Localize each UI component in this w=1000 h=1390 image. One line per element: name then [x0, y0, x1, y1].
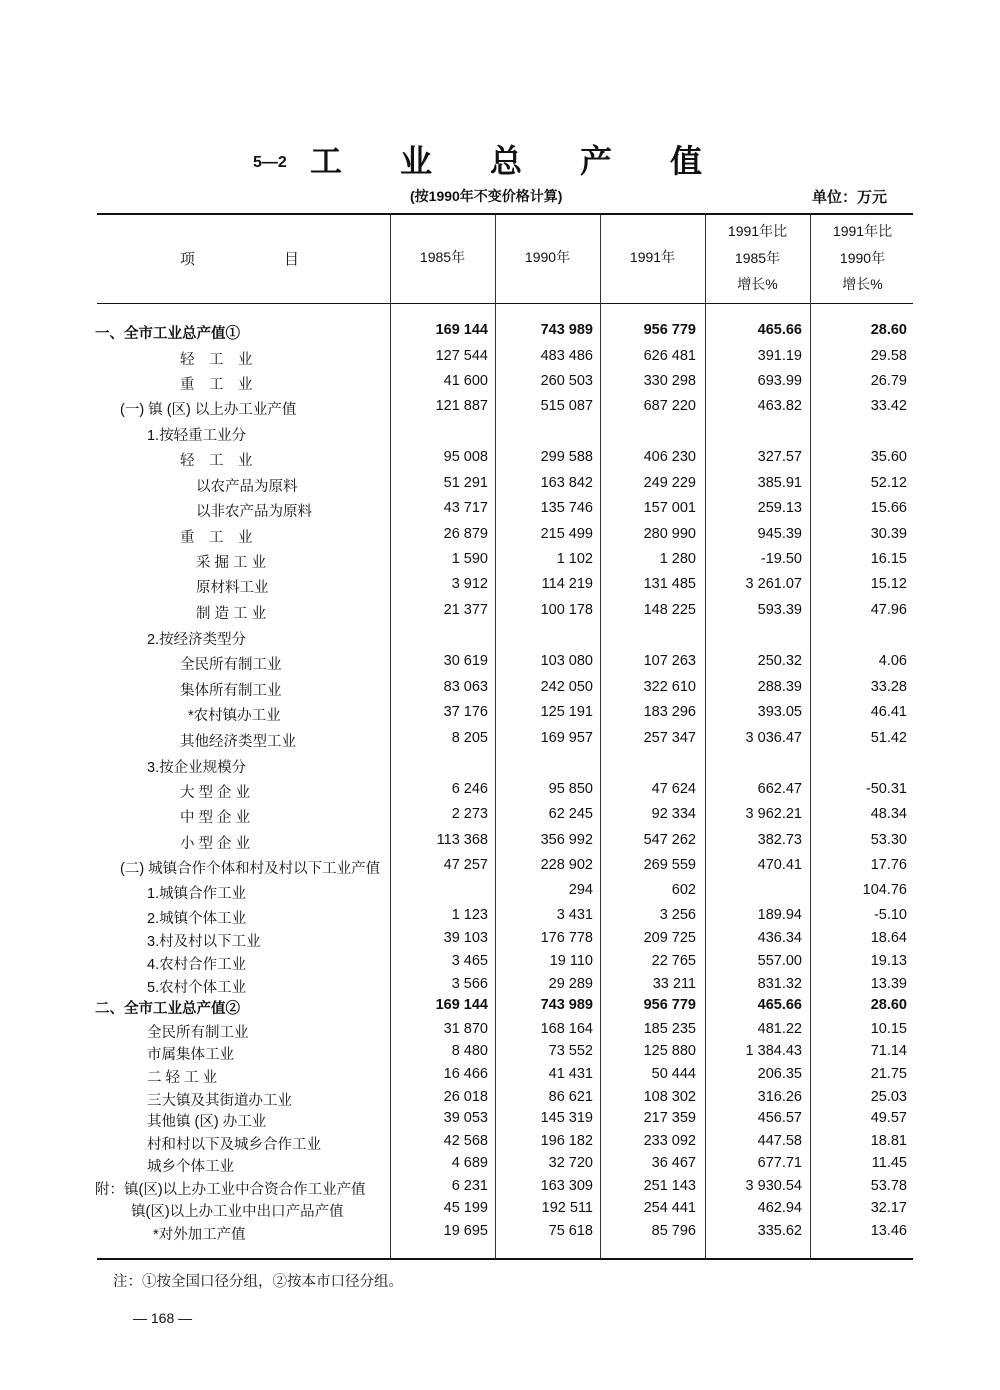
cell-value: 463.82 — [757, 398, 802, 414]
row-label: 其他经济类型工业 — [180, 734, 296, 750]
cell-value: 22 765 — [651, 953, 696, 969]
cell-value: 269 559 — [643, 857, 696, 873]
cell-value: 131 485 — [643, 576, 696, 592]
row-label: 1.按轻重工业分 — [147, 428, 247, 444]
cell-value: 114 219 — [541, 576, 593, 592]
row-label: 1.城镇合作工业 — [147, 886, 247, 902]
cell-value: 75 618 — [548, 1223, 593, 1239]
cell-value: 233 092 — [643, 1133, 696, 1149]
cell-value: 189.94 — [757, 907, 802, 923]
unit-label: 单位：万元 — [812, 189, 888, 206]
cell-value: 481.22 — [757, 1021, 802, 1037]
cell-value: 465.66 — [757, 997, 802, 1013]
cell-value: 1 123 — [451, 907, 488, 923]
table-row — [0, 1133, 1000, 1155]
cell-value: 677.71 — [757, 1155, 802, 1171]
cell-value: 4.06 — [878, 653, 907, 669]
cell-value: 29 289 — [548, 976, 593, 992]
cell-value: 30.39 — [870, 526, 907, 542]
cell-value: 19.13 — [870, 953, 907, 969]
cell-value: 107 263 — [643, 653, 696, 669]
header-rule — [97, 303, 913, 304]
row-label: 市属集体工业 — [147, 1047, 234, 1063]
row-label: 2.按经济类型分 — [147, 632, 247, 648]
table-row — [0, 1089, 1000, 1111]
header-line: 1990年 — [839, 249, 886, 266]
cell-value: 176 778 — [540, 930, 593, 946]
cell-value: 687 220 — [643, 398, 696, 414]
row-label: 5.农村个体工业 — [147, 980, 247, 996]
cell-value: 16.15 — [870, 551, 907, 567]
cell-value: 3 912 — [451, 576, 488, 592]
table-row — [0, 373, 1000, 395]
cell-value: 103 080 — [540, 653, 593, 669]
cell-value: 447.58 — [757, 1133, 802, 1149]
cell-value: 185 235 — [643, 1021, 696, 1037]
cell-value: 46.41 — [870, 704, 907, 720]
table-row — [0, 551, 1000, 573]
cell-value: 21.75 — [870, 1066, 907, 1082]
cell-value: 3 962.21 — [745, 806, 802, 822]
cell-value: 6 246 — [451, 781, 488, 797]
row-label: (一) 镇 (区) 以上办工业产值 — [120, 402, 297, 418]
cell-value: 85 796 — [651, 1223, 696, 1239]
row-label: 以农产品为原料 — [196, 479, 298, 495]
cell-value: 95 850 — [548, 781, 593, 797]
cell-value: 8 205 — [451, 730, 488, 746]
cell-value: 125 191 — [540, 704, 593, 720]
row-label: *农村镇办工业 — [188, 708, 281, 724]
row-label: 全民所有制工业 — [180, 657, 282, 673]
table-row — [0, 907, 1000, 929]
cell-value: 169 144 — [435, 322, 488, 338]
row-label: (二) 城镇合作个体和村及村以下工业产值 — [120, 861, 381, 877]
cell-value: 31 870 — [443, 1021, 488, 1037]
table-row — [0, 704, 1000, 726]
row-label: 制 造 工 业 — [196, 606, 267, 622]
cell-value: 100 178 — [540, 602, 593, 618]
cell-value: 33 211 — [652, 976, 696, 992]
table-row — [0, 1155, 1000, 1177]
row-label: *对外加工产值 — [153, 1227, 246, 1243]
cell-value: 8 480 — [451, 1043, 488, 1059]
cell-value: 206.35 — [757, 1066, 802, 1082]
row-label: 2.城镇个体工业 — [147, 911, 247, 927]
row-label: 以非农产品为原料 — [196, 504, 312, 520]
cell-value: 108 302 — [643, 1089, 696, 1105]
cell-value: 242 050 — [540, 679, 593, 695]
table-row — [0, 781, 1000, 803]
header-line: 增长% — [737, 276, 778, 293]
row-label: 原材料工业 — [196, 580, 269, 596]
cell-value: 299 588 — [540, 449, 593, 465]
cell-value: 41 431 — [548, 1066, 593, 1082]
table-number: 5—2 — [253, 154, 287, 171]
table-row — [0, 526, 1000, 548]
cell-value: 37 176 — [443, 704, 488, 720]
cell-value: 257 347 — [643, 730, 696, 746]
cell-value: 956 779 — [643, 997, 696, 1013]
cell-value: 28.60 — [870, 322, 907, 338]
row-label: 轻 工 业 — [180, 453, 253, 469]
cell-value: 169 144 — [435, 997, 488, 1013]
cell-value: 30 619 — [443, 653, 488, 669]
cell-value: 483 486 — [540, 348, 593, 364]
cell-value: 35.60 — [870, 449, 907, 465]
table-row — [0, 1178, 1000, 1200]
table-row — [0, 1043, 1000, 1065]
cell-value: 280 990 — [643, 526, 696, 542]
table-row — [0, 449, 1000, 471]
cell-value: 92 334 — [651, 806, 696, 822]
cell-value: 47.96 — [870, 602, 907, 618]
cell-value: 316.26 — [757, 1089, 802, 1105]
row-label: 二、全市工业总产值② — [95, 1001, 240, 1017]
table-row — [0, 953, 1000, 975]
cell-value: -19.50 — [760, 551, 802, 567]
row-label: 大 型 企 业 — [180, 785, 251, 801]
cell-value: 626 481 — [643, 348, 696, 364]
cell-value: 39 103 — [443, 930, 488, 946]
cell-value: 157 001 — [643, 500, 696, 516]
cell-value: 32 720 — [548, 1155, 593, 1171]
cell-value: 26 879 — [443, 526, 488, 542]
cell-value: 51 291 — [443, 475, 488, 491]
cell-value: 456.57 — [757, 1110, 802, 1126]
cell-value: 743 989 — [540, 997, 593, 1013]
cell-value: 3 036.47 — [745, 730, 802, 746]
cell-value: 49.57 — [870, 1110, 907, 1126]
header-growth-vs-1990 — [810, 218, 915, 298]
cell-value: 53.78 — [870, 1178, 907, 1194]
cell-value: 47 257 — [443, 857, 488, 873]
cell-value: 294 — [568, 882, 593, 898]
cell-value: 169 957 — [540, 730, 593, 746]
table-row — [0, 756, 1000, 778]
cell-value: 29.58 — [870, 348, 907, 364]
cell-value: 28.60 — [870, 997, 907, 1013]
cell-value: 228 902 — [540, 857, 593, 873]
cell-value: 1 384.43 — [745, 1043, 802, 1059]
cell-value: 2 273 — [451, 806, 488, 822]
cell-value: 11.45 — [871, 1155, 907, 1171]
table-row — [0, 930, 1000, 952]
table-row — [0, 500, 1000, 522]
row-label: 全民所有制工业 — [147, 1025, 249, 1041]
header-item-part: 目 — [284, 251, 300, 268]
table-row — [0, 976, 1000, 998]
table-row — [0, 882, 1000, 904]
header-1985: 1985年 — [419, 249, 466, 265]
table-row — [0, 806, 1000, 828]
cell-value: 15.12 — [870, 576, 907, 592]
cell-value: 557.00 — [757, 953, 802, 969]
cell-value: 462.94 — [757, 1200, 802, 1216]
cell-value: 62 245 — [548, 806, 593, 822]
table-row — [0, 832, 1000, 854]
cell-value: 288.39 — [757, 679, 802, 695]
table-row — [0, 1223, 1000, 1245]
cell-value: 73 552 — [548, 1043, 593, 1059]
row-label: 采 掘 工 业 — [196, 555, 267, 571]
cell-value: 18.81 — [870, 1133, 907, 1149]
table-row — [0, 857, 1000, 879]
cell-value: 148 225 — [643, 602, 696, 618]
cell-value: 515 087 — [540, 398, 593, 414]
table-row — [0, 475, 1000, 497]
cell-value: 86 621 — [548, 1089, 593, 1105]
cell-value: 254 441 — [643, 1200, 696, 1216]
cell-value: 3 256 — [659, 907, 696, 923]
cell-value: 1 102 — [556, 551, 593, 567]
row-label: 三大镇及其街道办工业 — [147, 1093, 292, 1109]
cell-value: 945.39 — [757, 526, 802, 542]
cell-value: 48.34 — [870, 806, 907, 822]
cell-value: 406 230 — [643, 449, 696, 465]
table-row — [0, 653, 1000, 675]
row-label: 镇(区)以上办工业中出口产品产值 — [131, 1204, 344, 1220]
cell-value: 25.03 — [870, 1089, 907, 1105]
cell-value: 192 511 — [541, 1200, 593, 1216]
cell-value: 43 717 — [443, 500, 488, 516]
cell-value: 36 467 — [651, 1155, 696, 1171]
cell-value: 3 465 — [451, 953, 488, 969]
price-basis-note: (按1990年不变价格计算) — [410, 188, 563, 204]
cell-value: 26 018 — [443, 1089, 488, 1105]
cell-value: 26.79 — [870, 373, 907, 389]
table-row — [0, 576, 1000, 598]
cell-value: 53.30 — [870, 832, 907, 848]
header-line: 1991年比 — [832, 223, 893, 239]
table-row — [0, 1021, 1000, 1043]
row-label: 村和村以下及城乡合作工业 — [147, 1137, 321, 1153]
table-row — [0, 424, 1000, 446]
cell-value: 196 182 — [540, 1133, 593, 1149]
row-label: 3.村及村以下工业 — [147, 934, 261, 950]
table-row — [0, 322, 1000, 344]
cell-value: 83 063 — [443, 679, 488, 695]
table-row — [0, 628, 1000, 650]
cell-value: 19 110 — [549, 953, 593, 969]
cell-value: 41 600 — [443, 373, 488, 389]
cell-value: 95 008 — [443, 449, 488, 465]
cell-value: 33.28 — [870, 679, 907, 695]
cell-value: 831.32 — [757, 976, 802, 992]
cell-value: 465.66 — [757, 322, 802, 338]
cell-value: 183 296 — [643, 704, 696, 720]
cell-value: 32.17 — [870, 1200, 907, 1216]
header-line: 增长% — [842, 276, 883, 293]
table-row — [0, 348, 1000, 370]
cell-value: 3 566 — [451, 976, 488, 992]
row-label: 中 型 企 业 — [180, 810, 251, 826]
cell-value: 168 164 — [540, 1021, 593, 1037]
cell-value: 104.76 — [862, 882, 907, 898]
cell-value: 215 499 — [540, 526, 593, 542]
header-line: 1991年比 — [727, 223, 788, 239]
footnote: 注：①按全国口径分组，②按本市口径分组。 — [113, 1274, 403, 1290]
cell-value: 113 368 — [436, 832, 488, 848]
row-label: 重 工 业 — [180, 530, 253, 546]
cell-value: 662.47 — [757, 781, 802, 797]
header-line: 1985年 — [734, 249, 781, 266]
cell-value: 693.99 — [757, 373, 802, 389]
cell-value: 125 880 — [643, 1043, 696, 1059]
cell-value: 1 590 — [451, 551, 488, 567]
table-row — [0, 602, 1000, 624]
cell-value: 19 695 — [443, 1223, 488, 1239]
cell-value: 39 053 — [443, 1110, 488, 1126]
cell-value: 356 992 — [540, 832, 593, 848]
header-1990: 1990年 — [524, 249, 571, 265]
cell-value: 1 280 — [659, 551, 696, 567]
table-row — [0, 1200, 1000, 1222]
cell-value: 382.73 — [757, 832, 802, 848]
cell-value: 47 624 — [651, 781, 696, 797]
cell-value: 602 — [671, 882, 696, 898]
cell-value: 163 309 — [540, 1178, 593, 1194]
cell-value: 135 746 — [540, 500, 593, 516]
row-label: 二 轻 工 业 — [147, 1070, 218, 1086]
table-row — [0, 398, 1000, 420]
cell-value: 3 431 — [556, 907, 593, 923]
header-growth-vs-1985 — [705, 218, 810, 298]
cell-value: 127 544 — [435, 348, 488, 364]
cell-value: 593.39 — [757, 602, 802, 618]
cell-value: 10.15 — [870, 1021, 907, 1037]
cell-value: 163 842 — [540, 475, 593, 491]
cell-value: 470.41 — [757, 857, 802, 873]
top-rule — [97, 213, 913, 215]
cell-value: 3 930.54 — [745, 1178, 802, 1194]
cell-value: 547 262 — [643, 832, 696, 848]
cell-value: 42 568 — [443, 1133, 488, 1149]
row-label: 其他镇 (区) 办工业 — [147, 1114, 267, 1130]
bottom-rule — [97, 1258, 913, 1260]
table-name: 工业总产值 — [310, 142, 761, 180]
cell-value: 16 466 — [443, 1066, 488, 1082]
cell-value: 13.46 — [870, 1223, 907, 1239]
cell-value: 391.19 — [757, 348, 802, 364]
table-title — [0, 136, 1000, 186]
table-row — [0, 997, 1000, 1019]
cell-value: 436.34 — [757, 930, 802, 946]
table-row — [0, 1110, 1000, 1132]
cell-value: 249 229 — [643, 475, 696, 491]
table-row — [0, 730, 1000, 752]
cell-value: 71.14 — [870, 1043, 907, 1059]
row-label: 集体所有制工业 — [180, 683, 282, 699]
cell-value: 260 503 — [540, 373, 593, 389]
cell-value: 145 319 — [540, 1110, 593, 1126]
cell-value: 385.91 — [757, 475, 802, 491]
cell-value: 956 779 — [643, 322, 696, 338]
cell-value: 322 610 — [643, 679, 696, 695]
cell-value: 50 444 — [651, 1066, 696, 1082]
cell-value: 33.42 — [870, 398, 907, 414]
cell-value: 217 359 — [643, 1110, 696, 1126]
cell-value: -5.10 — [873, 907, 907, 923]
cell-value: 4 689 — [451, 1155, 488, 1171]
cell-value: 209 725 — [643, 930, 696, 946]
row-label: 轻 工 业 — [180, 352, 253, 368]
row-label: 附：镇(区)以上办工业中合资合作工业产值 — [95, 1182, 366, 1198]
cell-value: 335.62 — [757, 1223, 802, 1239]
cell-value: 45 199 — [443, 1200, 488, 1216]
header-1991: 1991年 — [629, 249, 676, 265]
cell-value: 250.32 — [757, 653, 802, 669]
cell-value: 18.64 — [870, 930, 907, 946]
row-label: 重 工 业 — [180, 377, 253, 393]
cell-value: 6 231 — [451, 1178, 488, 1194]
cell-value: 251 143 — [643, 1178, 696, 1194]
cell-value: 13.39 — [870, 976, 907, 992]
cell-value: 743 989 — [540, 322, 593, 338]
cell-value: 259.13 — [757, 500, 802, 516]
cell-value: 3 261.07 — [745, 576, 802, 592]
cell-value: 393.05 — [757, 704, 802, 720]
cell-value: 15.66 — [870, 500, 907, 516]
table-row — [0, 679, 1000, 701]
row-label: 城乡个体工业 — [147, 1159, 234, 1175]
row-label: 4.农村合作工业 — [147, 957, 247, 973]
page-number: — 168 — — [133, 1310, 193, 1326]
cell-value: 17.76 — [870, 857, 907, 873]
row-label: 小 型 企 业 — [180, 836, 251, 852]
header-item-part: 项 — [180, 251, 196, 268]
row-label: 3.按企业规模分 — [147, 760, 247, 776]
cell-value: 21 377 — [443, 602, 488, 618]
cell-value: 327.57 — [757, 449, 802, 465]
cell-value: -50.31 — [865, 781, 907, 797]
cell-value: 51.42 — [870, 730, 907, 746]
cell-value: 52.12 — [870, 475, 907, 491]
cell-value: 121 887 — [435, 398, 488, 414]
cell-value: 330 298 — [643, 373, 696, 389]
row-label: 一、全市工业总产值① — [95, 326, 240, 342]
table-row — [0, 1066, 1000, 1088]
